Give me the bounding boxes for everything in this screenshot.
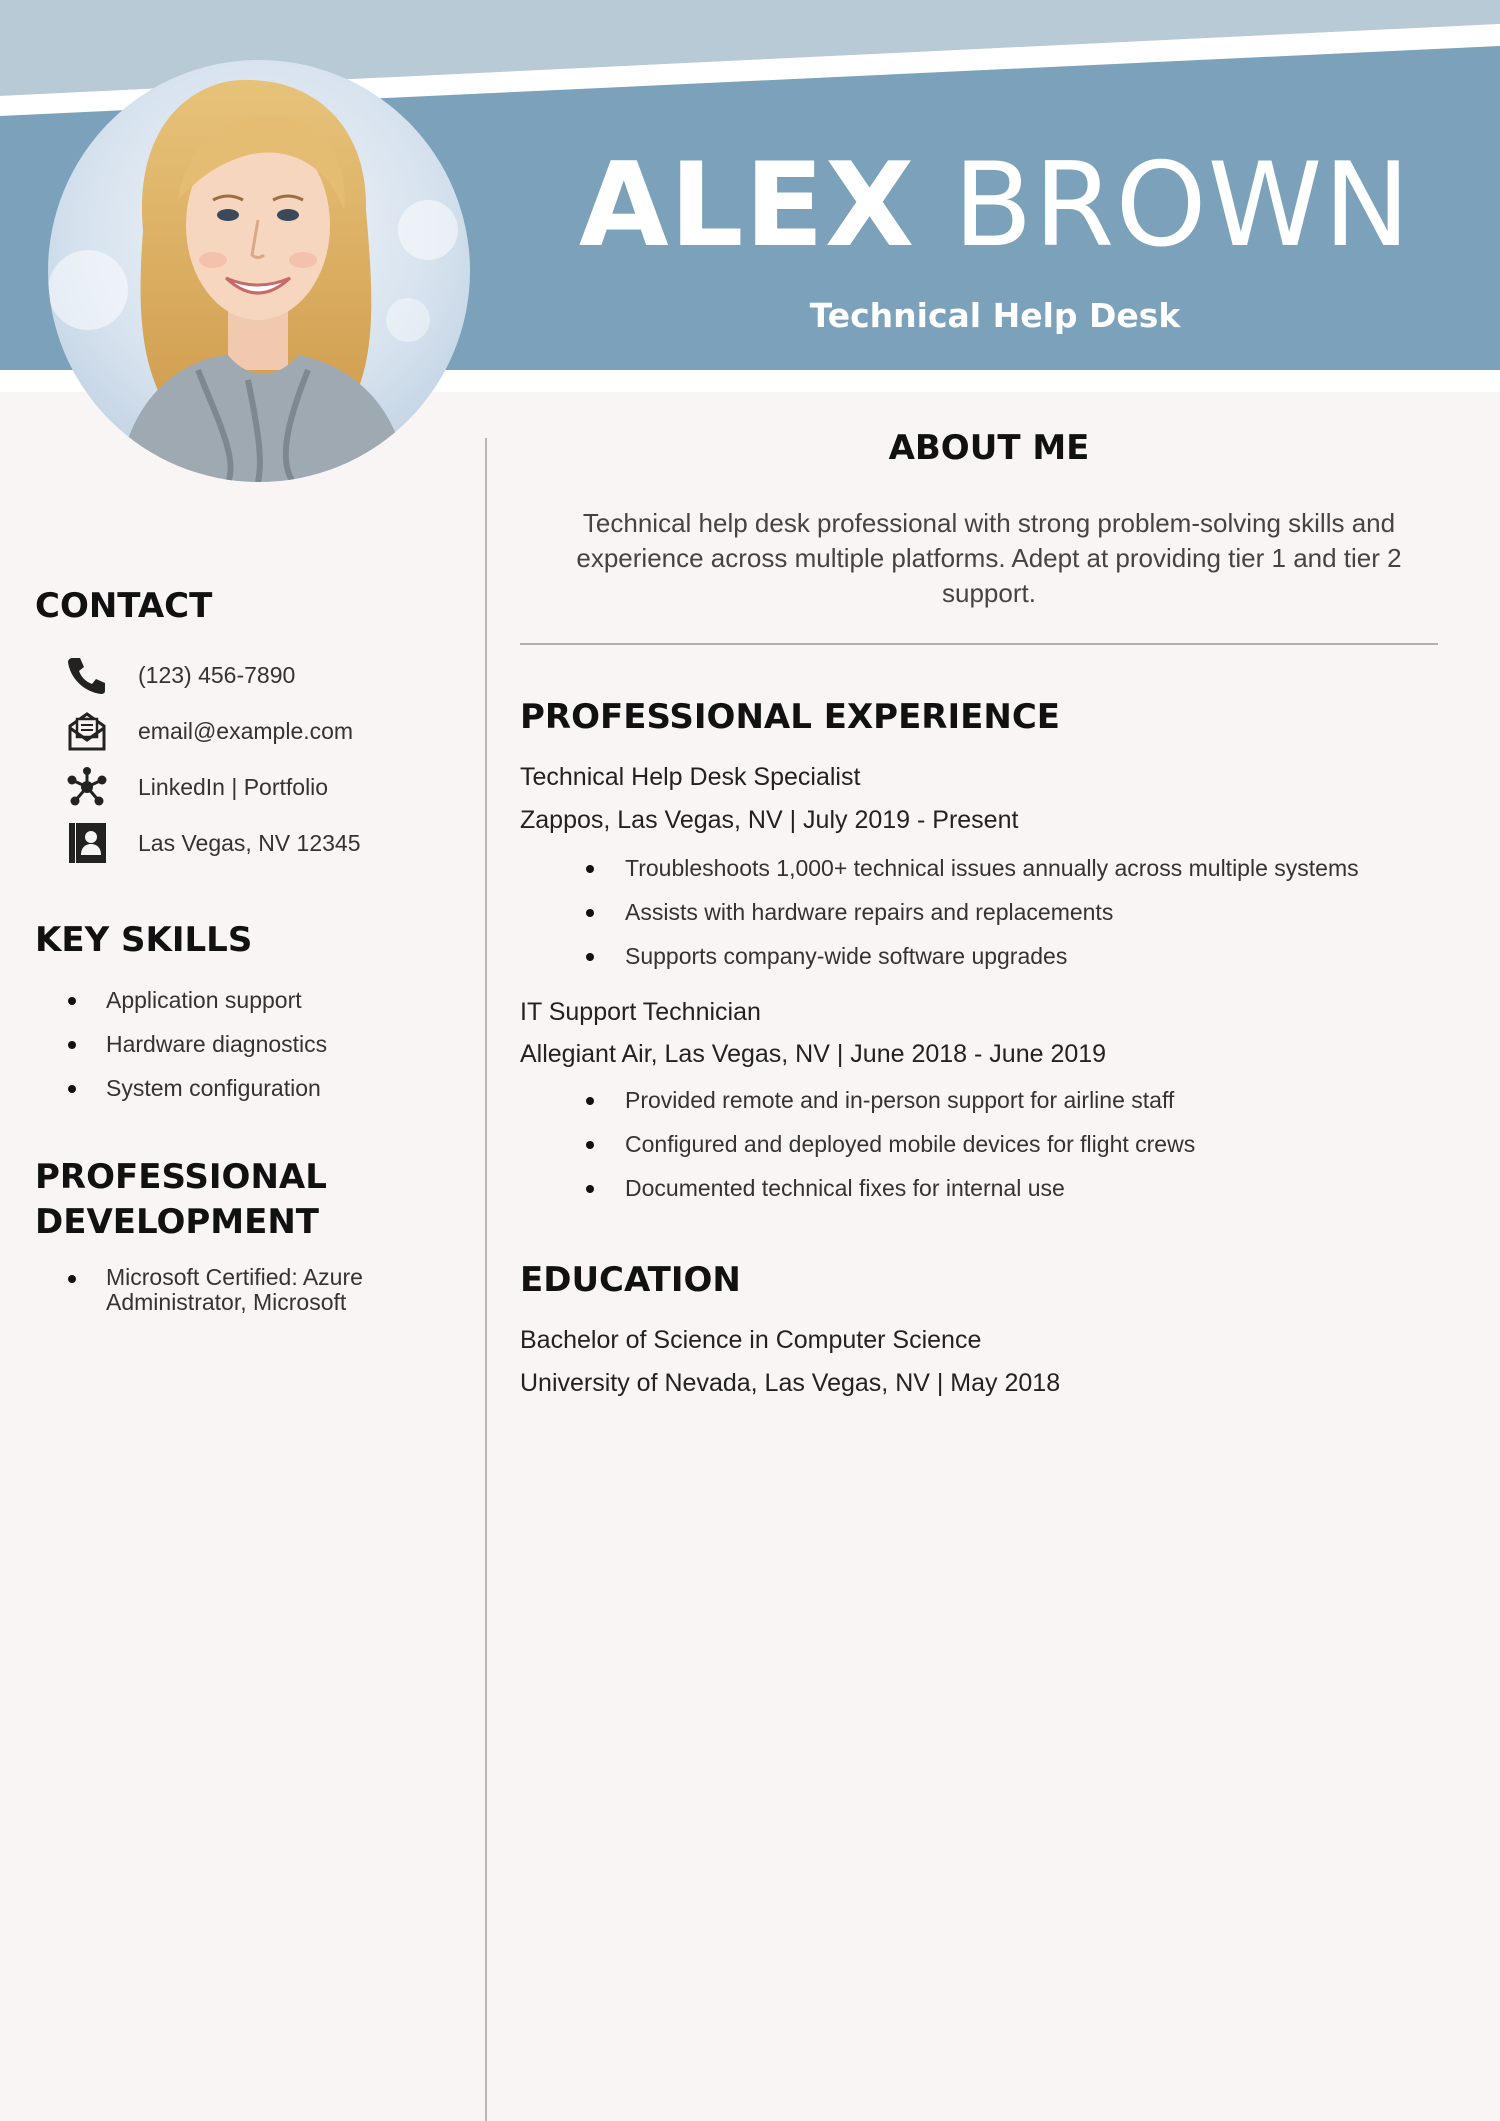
- phone-icon: [62, 653, 112, 697]
- experience-heading: PROFESSIONAL EXPERIENCE: [520, 697, 1060, 737]
- contact-item-location: [62, 821, 361, 865]
- job-meta: Zappos, Las Vegas, NV | July 2019 - Present: [520, 806, 1019, 834]
- list-item: Application support: [62, 978, 462, 1022]
- job-title-header: Technical Help Desk: [809, 296, 1181, 335]
- degree: Bachelor of Science in Computer Science: [520, 1326, 982, 1354]
- education-heading: EDUCATION: [520, 1260, 741, 1300]
- about-heading: ABOUT ME: [888, 428, 1090, 468]
- list-item: Microsoft Certified: Azure Administrator, Microsoft: [62, 1265, 462, 1315]
- skills-list: [62, 978, 462, 1110]
- section-divider: [520, 643, 1438, 645]
- links-text: LinkedIn | Portfolio: [138, 773, 329, 800]
- heading-line: DEVELOPMENT: [35, 1202, 319, 1242]
- phone-text: (123) 456-7890: [138, 661, 296, 688]
- list-item: Configured and deployed mobile devices for flight crews: [580, 1122, 1440, 1166]
- key-skills-heading: KEY SKILLS: [35, 920, 253, 960]
- job-title: Technical Help Desk Specialist: [520, 763, 861, 791]
- contact-heading: CONTACT: [35, 586, 213, 626]
- location-text: Las Vegas, NV 12345: [138, 829, 361, 856]
- about-text: Technical help desk professional with strong problem-solving skills and experience across multiple platforms. Adept at providing tier 1 and tier 2 support.: [576, 508, 1402, 608]
- heading-line: PROFESSIONAL: [35, 1157, 327, 1197]
- professional-development-heading: [35, 1155, 327, 1245]
- contact-item-links: [62, 765, 329, 809]
- candidate-name: [560, 138, 1430, 273]
- list-item: Provided remote and in-person support for airline staff: [580, 1078, 1440, 1122]
- contact-item-phone: [62, 653, 296, 697]
- list-item: Documented technical fixes for internal use: [580, 1166, 1440, 1210]
- list-item: Assists with hardware repairs and replacements: [580, 890, 1440, 934]
- school: University of Nevada, Las Vegas, NV | May 2018: [520, 1369, 1061, 1397]
- development-list: [62, 1265, 462, 1315]
- list-item: Supports company-wide software upgrades: [580, 934, 1440, 978]
- job-bullets: [580, 1078, 1440, 1210]
- profile-photo: [48, 60, 470, 482]
- job-bullets: [580, 846, 1440, 978]
- email-text: email@example.com: [138, 717, 354, 744]
- last-name: BROWN: [953, 138, 1412, 273]
- address-book-icon: [62, 821, 112, 865]
- job-meta: Allegiant Air, Las Vegas, NV | June 2018 - June 2019: [520, 1040, 1107, 1068]
- email-icon: [62, 709, 112, 753]
- list-item: Troubleshoots 1,000+ technical issues annually across multiple systems: [580, 846, 1440, 890]
- list-item: System configuration: [62, 1066, 462, 1110]
- list-item: Hardware diagnostics: [62, 1022, 462, 1066]
- job-title: IT Support Technician: [520, 998, 761, 1026]
- contact-item-email: [62, 709, 354, 753]
- network-icon: [62, 765, 112, 809]
- column-divider: [485, 438, 487, 2121]
- first-name: ALEX: [578, 138, 916, 273]
